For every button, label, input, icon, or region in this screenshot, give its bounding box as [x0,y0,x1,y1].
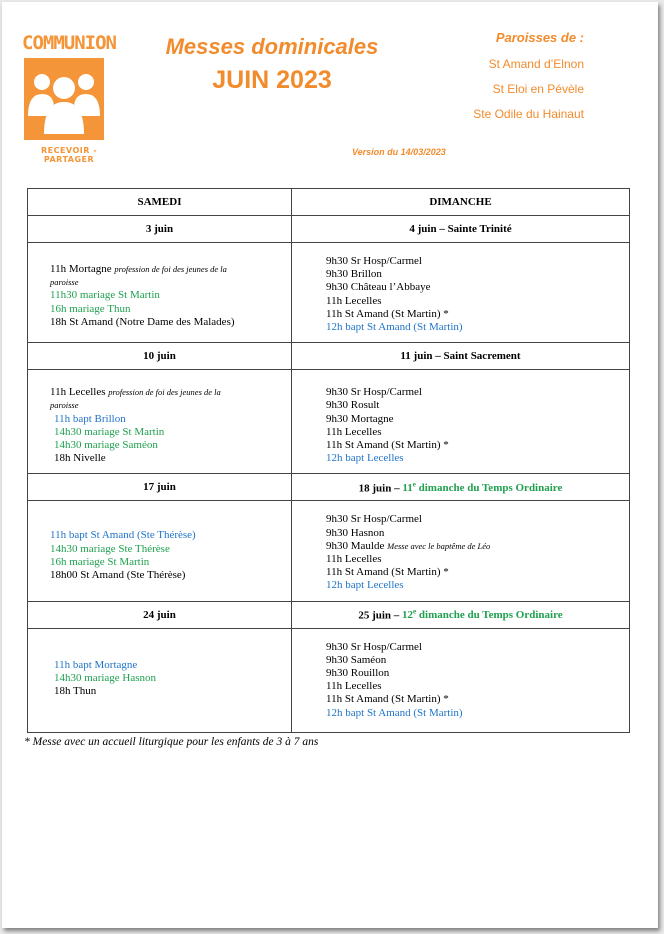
mass-line: 9h30 Château l’Abbaye [326,281,431,294]
column-header-dimanche: DIMANCHE [292,189,630,216]
mass-line: 11h St Amand (St Martin) * [326,693,449,706]
parishes-block [473,30,584,132]
mass-line: 18h00 St Amand (Ste Thérèse) [50,569,186,582]
saturday-date: 24 juin [28,601,292,628]
sunday-date-prefix: 18 juin – [358,482,403,495]
week-mass-row [28,243,630,343]
mass-line: 18h Thun [54,685,97,698]
document-page [2,2,658,928]
mass-line: 11h Lecelles [326,294,382,307]
mass-line: 9h30 Brillon [326,268,382,281]
mass-line: 9h30 Sr Hosp/Carmel [326,386,422,399]
week-date-row [28,474,630,501]
mass-line: 11h St Amand (St Martin) * [326,307,449,320]
saturday-date: 3 juin [28,216,292,243]
mass-line: 16h mariage St Martin [50,555,150,568]
people-icon [24,58,104,140]
week-date-row [28,601,630,628]
sunday-date [292,601,630,628]
mass-schedule-table [27,188,630,733]
page-title: Messes dominicales [165,34,379,59]
sunday-date-ordinal [402,482,562,494]
mass-line: 11h bapt Brillon [54,412,126,425]
mass-line-text: 11h Mortagne [50,263,112,275]
mass-line: 11h St Amand (St Martin) * [326,566,449,579]
mass-note-continued: paroisse [50,277,79,288]
sunday-masses [292,501,630,601]
mass-line: 9h30 Sr Hosp/Carmel [326,255,422,267]
mass-line: 9h30 Sr Hosp/Carmel [326,513,422,526]
page-subtitle: JUIN 2023 [212,66,332,94]
mass-line: 11h bapt St Amand (Ste Thérèse) [50,529,196,542]
saturday-masses [28,501,292,601]
mass-line: 11h Lecelles [326,680,382,693]
sunday-masses [292,243,630,343]
ordinal-number: 11 [402,482,413,495]
mass-line: 9h30 Mortagne [326,412,394,425]
mass-line: 12h bapt Lecelles [326,452,404,465]
week-mass-row [28,501,630,601]
ordinal-number: 12 [402,609,414,622]
mass-line: 9h30 Saméon [326,653,387,666]
saturday-date: 17 juin [28,474,292,501]
mass-line: 18h St Amand (Notre Dame des Malades) [50,315,235,328]
mass-note: profession de foi des jeunes de la [114,264,227,274]
logo-top-text: COMMUNION [22,32,116,54]
parish-item: St Amand d’Elnon [488,57,584,71]
parishes-heading: Paroisses de : [495,30,584,45]
mass-line [326,540,619,553]
logo-bottom-text: RECEVOIR - PARTAGER [40,146,98,164]
mass-line: 14h30 mariage Hasnon [54,671,157,684]
mass-line: 9h30 Hasnon [326,526,385,539]
mass-line: 9h30 Rosult [326,399,380,412]
sunday-masses [292,628,630,732]
mass-line: 9h30 Sr Hosp/Carmel [326,640,422,653]
mass-line: 11h St Amand (St Martin) * [326,439,449,452]
mass-line: 16h mariage Thun [50,302,131,315]
sunday-masses [292,370,630,474]
mass-line: 18h Nivelle [54,452,106,465]
mass-line-text: 11h Lecelles [50,386,106,399]
sunday-date-suffix: dimanche du Temps Ordinaire [415,482,563,495]
ordinal-suffix: e [412,480,416,489]
mass-line [50,263,281,276]
mass-line: 12h bapt St Amand (St Martin) [326,706,463,719]
sunday-date: 11 juin – Saint Sacrement [292,343,630,370]
sunday-date-prefix: 25 juin – [358,609,403,622]
week-date-row [28,343,630,370]
column-header-samedi: SAMEDI [28,189,292,216]
mass-line-text: 9h30 Maulde [326,539,385,552]
saturday-masses [28,370,292,474]
parish-item: Ste Odile du Hainaut [473,107,584,121]
mass-line: 9h30 Rouillon [326,667,390,680]
mass-line: 12h bapt St Amand (St Martin) [326,321,463,334]
saturday-date: 10 juin [28,343,292,370]
mass-note: Messe avec le baptême de Léo [387,540,491,551]
footnote: * Messe avec un accueil liturgique pour les enfants de 3 à 7 ans [24,736,319,748]
mass-line: 14h30 mariage Ste Thérèse [50,542,170,555]
week-date-row [28,216,630,243]
saturday-masses [28,628,292,732]
communion-logo [20,32,118,164]
mass-line: 11h30 mariage St Martin [50,289,160,302]
mass-line: 14h30 mariage St Martin [54,425,165,438]
parish-item: St Eloi en Pévèle [492,82,584,96]
mass-note-continued: paroisse [50,400,79,411]
sunday-date-suffix: dimanche du Temps Ordinaire [416,609,563,622]
version-label: Version du 14/03/2023 [352,147,446,157]
mass-line: 14h30 mariage Saméon [54,439,158,452]
sunday-date-ordinal [402,609,563,621]
week-mass-row [28,628,630,732]
mass-line: 11h Lecelles [326,553,382,566]
saturday-masses [28,243,292,343]
mass-line [50,386,281,399]
mass-line: 11h bapt Mortagne [54,658,138,671]
mass-note: profession de foi des jeunes de la [108,387,221,398]
mass-line: 11h Lecelles [326,425,382,438]
sunday-date [292,474,630,501]
sunday-date: 4 juin – Sainte Trinité [292,216,630,243]
ordinal-suffix: e [413,607,417,616]
table-header-row [28,189,630,216]
week-mass-row [28,370,630,474]
mass-line: 12h bapt Lecelles [326,579,404,592]
